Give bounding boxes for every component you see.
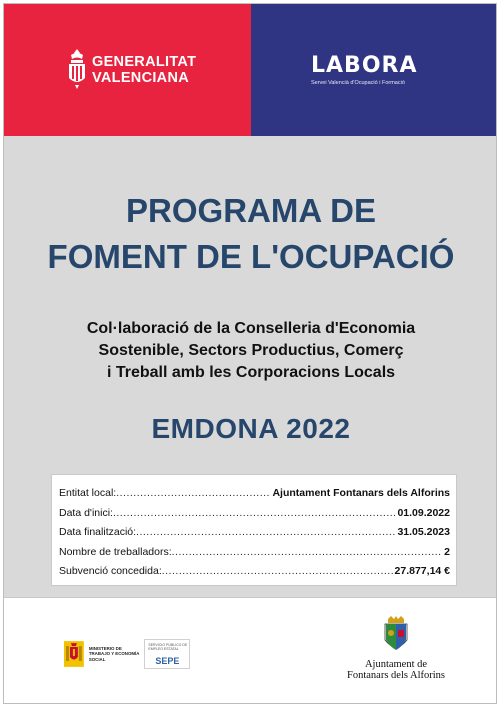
ajuntament-line2: Fontanars dels Alforins xyxy=(347,670,445,681)
leader-dots xyxy=(136,526,395,538)
municipal-coat-of-arms-icon xyxy=(382,616,410,654)
labora-title: LABORA xyxy=(311,53,418,78)
footer-logos xyxy=(4,597,497,704)
program-name: EMDONA 2022 xyxy=(151,413,351,444)
sepe-small-text: SERVICIO PÚBLICO DE EMPLEO ESTATAL xyxy=(148,643,188,651)
labora-panel xyxy=(251,4,497,136)
leader-dots xyxy=(172,546,443,558)
page-title xyxy=(4,188,497,280)
subtitle-line1: Col·laboració de la Conselleria d'Economia xyxy=(86,320,416,337)
info-value: 31.05.2023 xyxy=(397,526,450,538)
generalitat-panel xyxy=(4,4,251,136)
info-row-entity xyxy=(59,487,450,507)
spain-coat-of-arms-icon xyxy=(64,641,84,667)
leader-dots xyxy=(116,487,270,499)
ministry-sepe-logo xyxy=(64,638,190,670)
title-line2: FOMENT DE L'OCUPACIÓ xyxy=(47,238,455,275)
ajuntament-logo xyxy=(336,616,456,681)
info-value: 2 xyxy=(444,545,450,558)
title-line1: PROGRAMA DE xyxy=(126,192,376,229)
labora-logo xyxy=(311,54,441,86)
info-label: Data d'inici: xyxy=(59,506,113,519)
generalitat-logo-text xyxy=(92,54,196,86)
info-row-start-date xyxy=(59,507,450,527)
generalitat-line1: GENERALITAT xyxy=(92,54,197,70)
info-label: Entitat local: xyxy=(59,487,117,499)
ajuntament-text xyxy=(336,659,456,681)
info-value: Ajuntament Fontanars dels Alforins xyxy=(272,487,450,499)
info-row-subsidy xyxy=(59,565,450,585)
poster-page xyxy=(3,3,497,704)
leader-dots xyxy=(162,565,393,577)
header-band xyxy=(4,4,497,136)
info-label: Subvenció concedida: xyxy=(59,565,162,577)
info-row-workers xyxy=(59,546,450,566)
subtitle-line3: i Treball amb les Corporacions Locals xyxy=(106,364,396,381)
sepe-logo xyxy=(144,639,190,669)
info-label: Data finalització: xyxy=(59,526,137,538)
info-value: 01.09.2022 xyxy=(397,506,450,519)
subtitle-line2: Sostenible, Sectors Productius, Comerç xyxy=(98,342,404,359)
info-label: Nombre de treballadors: xyxy=(59,545,172,558)
ministry-text: MINISTERIO DE TRABAJO Y ECONOMÍA SOCIAL xyxy=(88,646,140,662)
ajuntament-line1: Ajuntament de xyxy=(364,659,428,670)
info-box xyxy=(51,474,457,586)
info-value: 27.877,14 € xyxy=(394,565,450,577)
generalitat-line2: VALENCIANA xyxy=(92,70,189,86)
leader-dots xyxy=(113,507,395,519)
page-subtitle xyxy=(4,318,497,384)
labora-subtitle: Servei Valencià d'Ocupació i Formació xyxy=(311,80,405,86)
sepe-label: SEPE xyxy=(155,656,180,666)
info-row-end-date xyxy=(59,526,450,546)
generalitat-emblem-icon xyxy=(66,48,88,90)
